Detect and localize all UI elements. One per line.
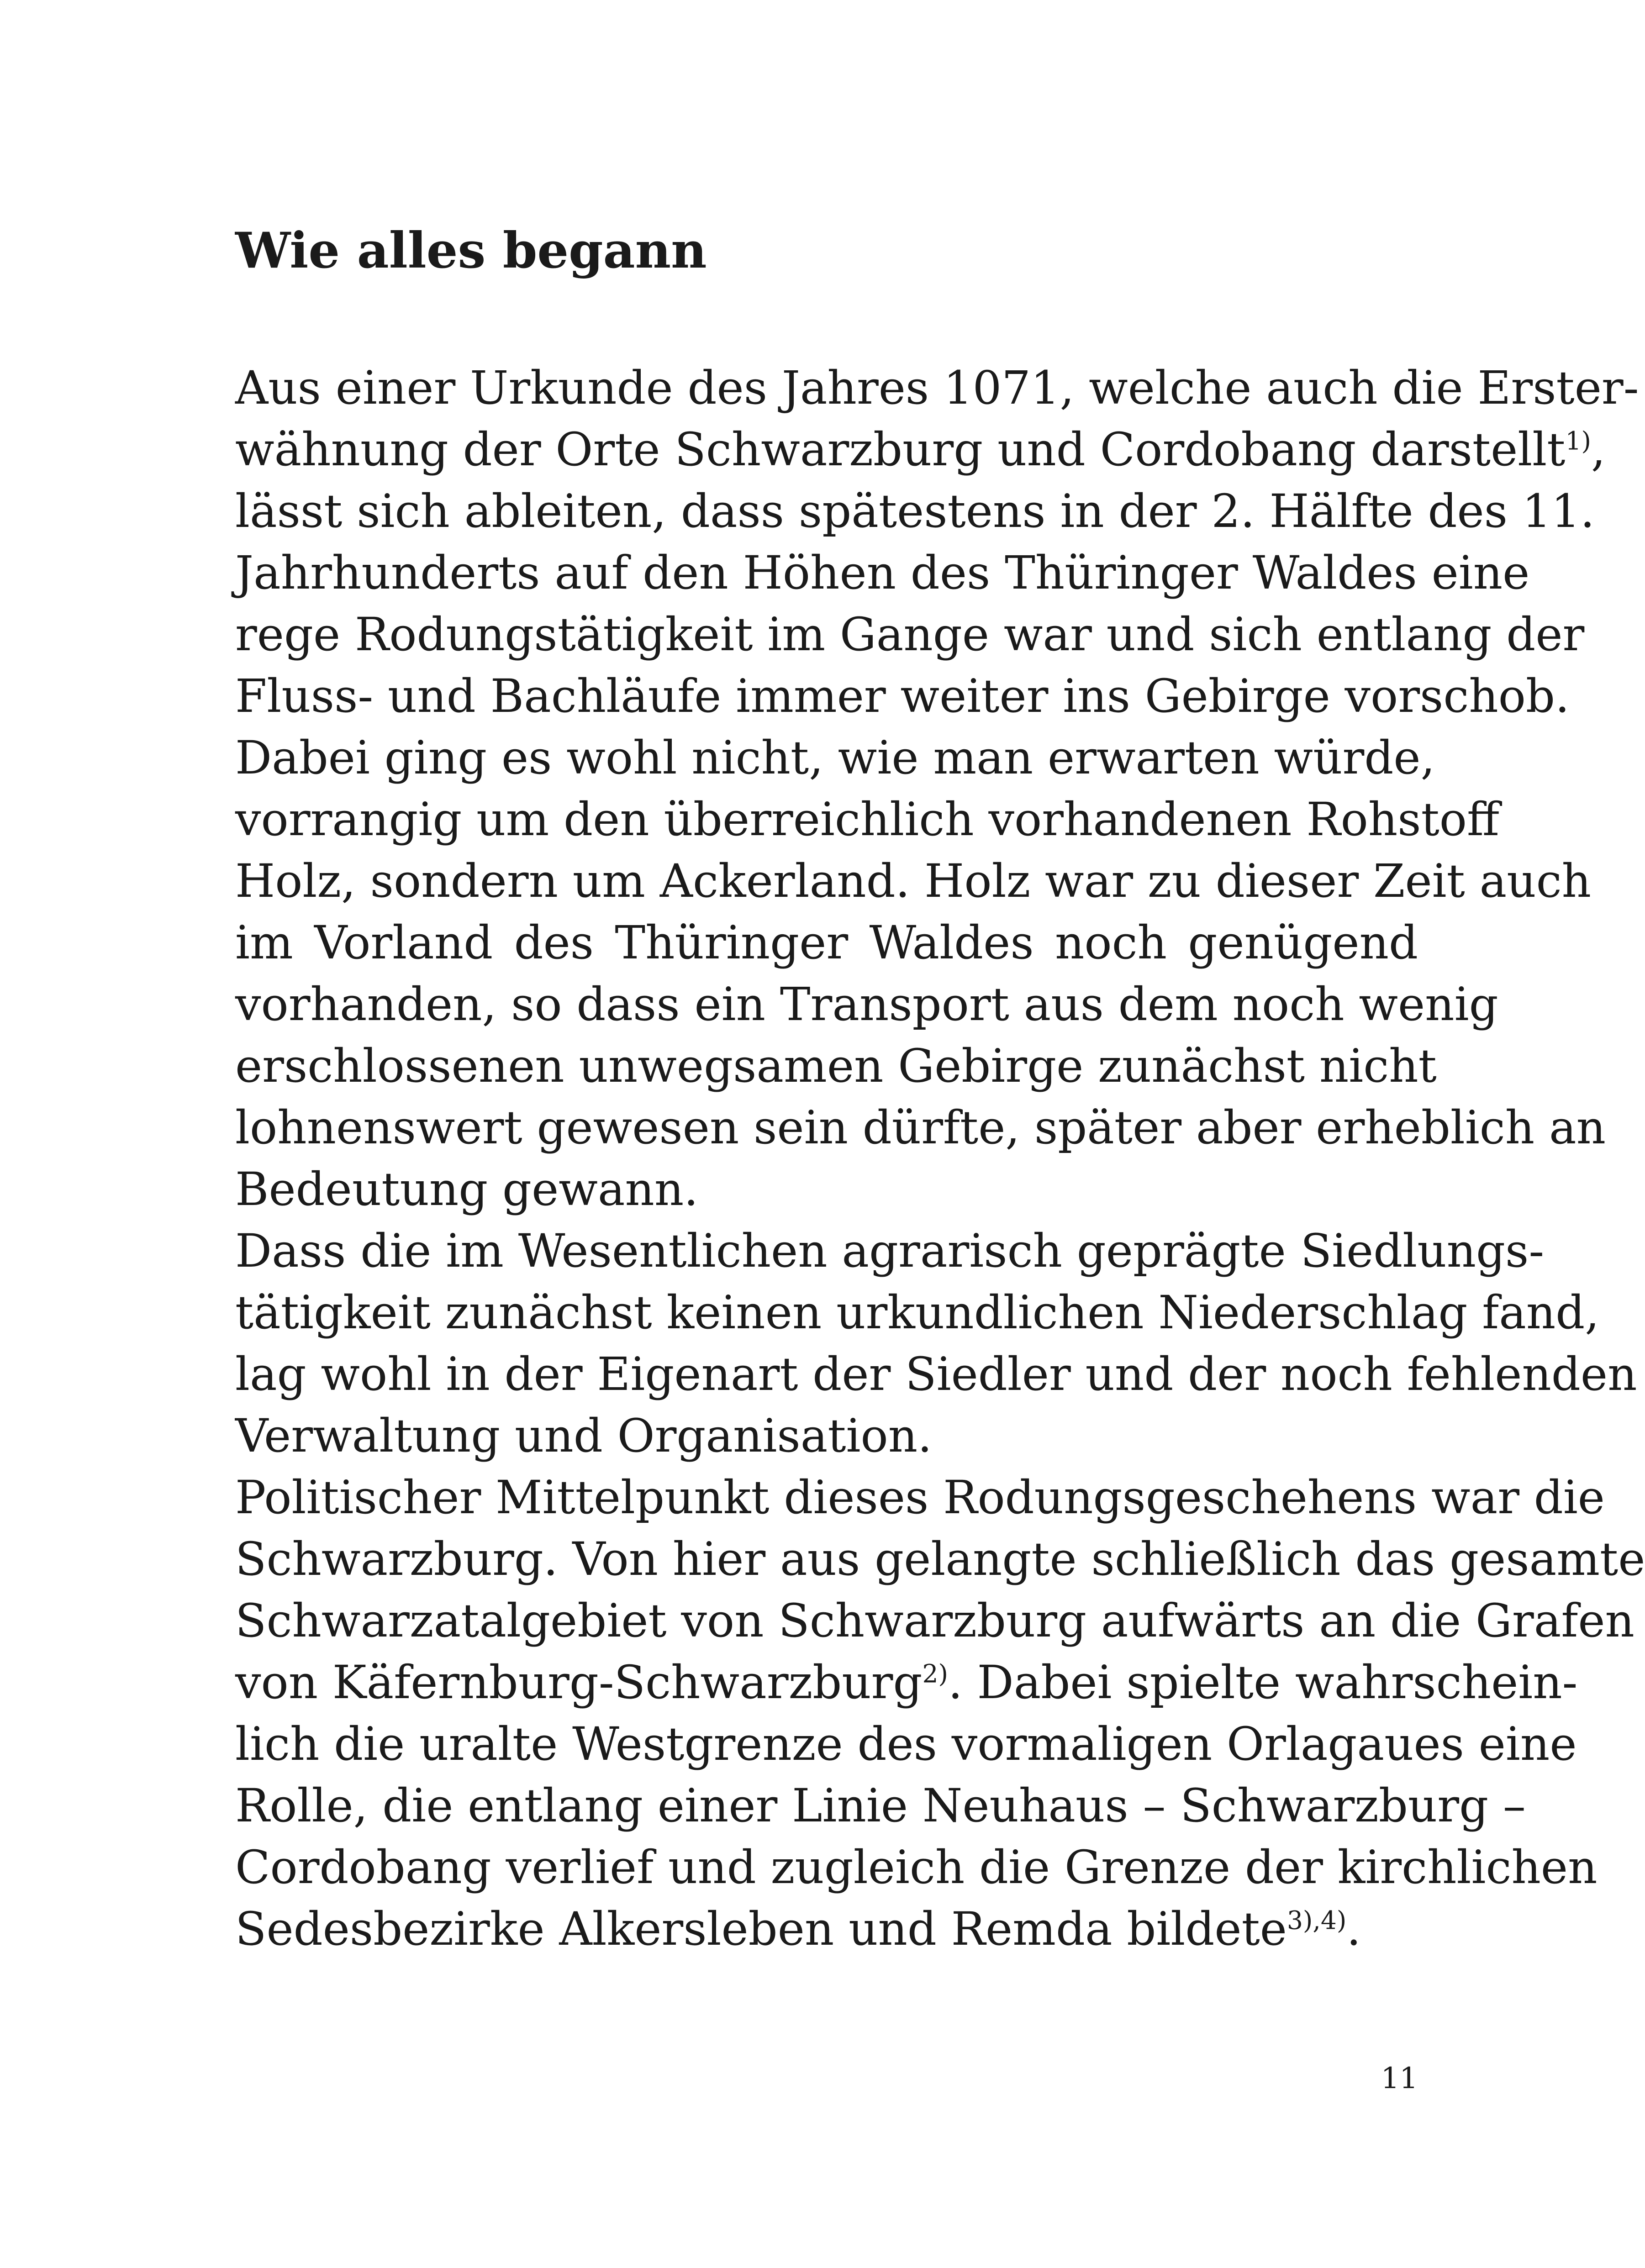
text-line (235, 1282, 1600, 1343)
line-text: tätigkeit zunächst keinen urkundlichen Niederschlag fand, (235, 1286, 1600, 1339)
text-line (235, 1035, 1437, 1097)
line-text: im Vorland des Thüringer Waldes noch genügend (235, 916, 1418, 969)
text-line (235, 542, 1530, 604)
text-line (235, 1158, 1418, 1220)
text-line (235, 1775, 1526, 1837)
text-line (235, 357, 1639, 419)
line-text: erschlossenen unwegsamen Gebirge zunächst nicht (235, 1039, 1437, 1093)
footnote-reference: 2) (922, 1659, 948, 1689)
line-text: Fluss- und Bachläufe immer weiter ins Gebirge vorschob. (235, 669, 1570, 723)
text-line (235, 480, 1595, 542)
line-text: Verwaltung und Organisation. (235, 1409, 932, 1463)
body-text (235, 357, 1645, 1960)
chapter-title: Wie alles begann (235, 222, 707, 279)
line-text: wähnung der Orte Schwarzburg und Cordobang darstellt (235, 423, 1566, 476)
text-line (235, 604, 1585, 665)
text-line (235, 1097, 1606, 1158)
line-text: Schwarzatalgebiet von Schwarzburg aufwärts an die Grafen (235, 1594, 1634, 1647)
text-line (235, 1343, 1637, 1405)
line-text: Sedesbezirke Alkersleben und Remda bildete (235, 1902, 1287, 1956)
line-text: Schwarzburg. Von hier aus gelangte schließlich das gesamte (235, 1532, 1645, 1586)
line-text: Politischer Mittelpunkt dieses Rodungsgeschehens war die (235, 1471, 1605, 1524)
line-text: lag wohl in der Eigenart der Siedler und der noch fehlenden (235, 1347, 1637, 1401)
text-line (235, 850, 1592, 912)
text-line (235, 1652, 1578, 1713)
text-line (235, 1713, 1577, 1775)
text-line (235, 912, 1418, 974)
text-line (235, 1898, 1418, 1960)
line-text: Bedeutung gewann. (235, 1163, 699, 1216)
text-line (235, 1405, 1418, 1467)
line-text: Dass die im Wesentlichen agrarisch geprägte Siedlungs- (235, 1224, 1545, 1278)
page-number: 11 (1381, 2062, 1418, 2095)
text-line (235, 1528, 1645, 1590)
line-text: vorhanden, so dass ein Transport aus dem noch wenig (235, 978, 1498, 1031)
text-line (235, 789, 1500, 850)
line-text-continuation: . (1346, 1902, 1361, 1956)
line-text: Cordobang verlief und zugleich die Grenze der kirchlichen (235, 1841, 1598, 1894)
text-line (235, 1220, 1545, 1282)
line-text: Jahrhunderts auf den Höhen des Thüringer Waldes eine (235, 546, 1530, 600)
line-text: rege Rodungstätigkeit im Gange war und sich entlang der (235, 608, 1585, 661)
line-text: Holz, sondern um Ackerland. Holz war zu dieser Zeit auch (235, 854, 1592, 908)
footnote-reference: 3),4) (1286, 1905, 1347, 1935)
text-line (235, 665, 1570, 727)
text-line (235, 974, 1498, 1035)
line-text: lohnenswert gewesen sein dürfte, später aber erheblich an (235, 1101, 1606, 1154)
line-text: lässt sich ableiten, dass spätestens in der 2. Hälfte des 11. (235, 484, 1595, 538)
line-text: lich die uralte Westgrenze des vormaligen Orlagaues eine (235, 1717, 1577, 1771)
line-text: Aus einer Urkunde des Jahres 1071, welche auch die Erster- (235, 361, 1639, 415)
footnote-reference: 1) (1565, 426, 1591, 456)
text-line (235, 727, 1435, 789)
line-text: von Käfernburg-Schwarzburg (235, 1656, 923, 1709)
text-line (235, 1837, 1598, 1898)
text-line (235, 1467, 1605, 1528)
line-text: vorrangig um den überreichlich vorhandenen Rohstoff (235, 793, 1500, 846)
text-line (235, 1590, 1634, 1652)
text-line (235, 419, 1606, 480)
line-text: Dabei ging es wohl nicht, wie man erwarten würde, (235, 731, 1435, 784)
line-text: Rolle, die entlang einer Linie Neuhaus – Schwarzburg – (235, 1779, 1526, 1832)
line-text-continuation: , (1591, 423, 1606, 476)
line-text-continuation: . Dabei spielte wahrschein- (948, 1656, 1578, 1709)
